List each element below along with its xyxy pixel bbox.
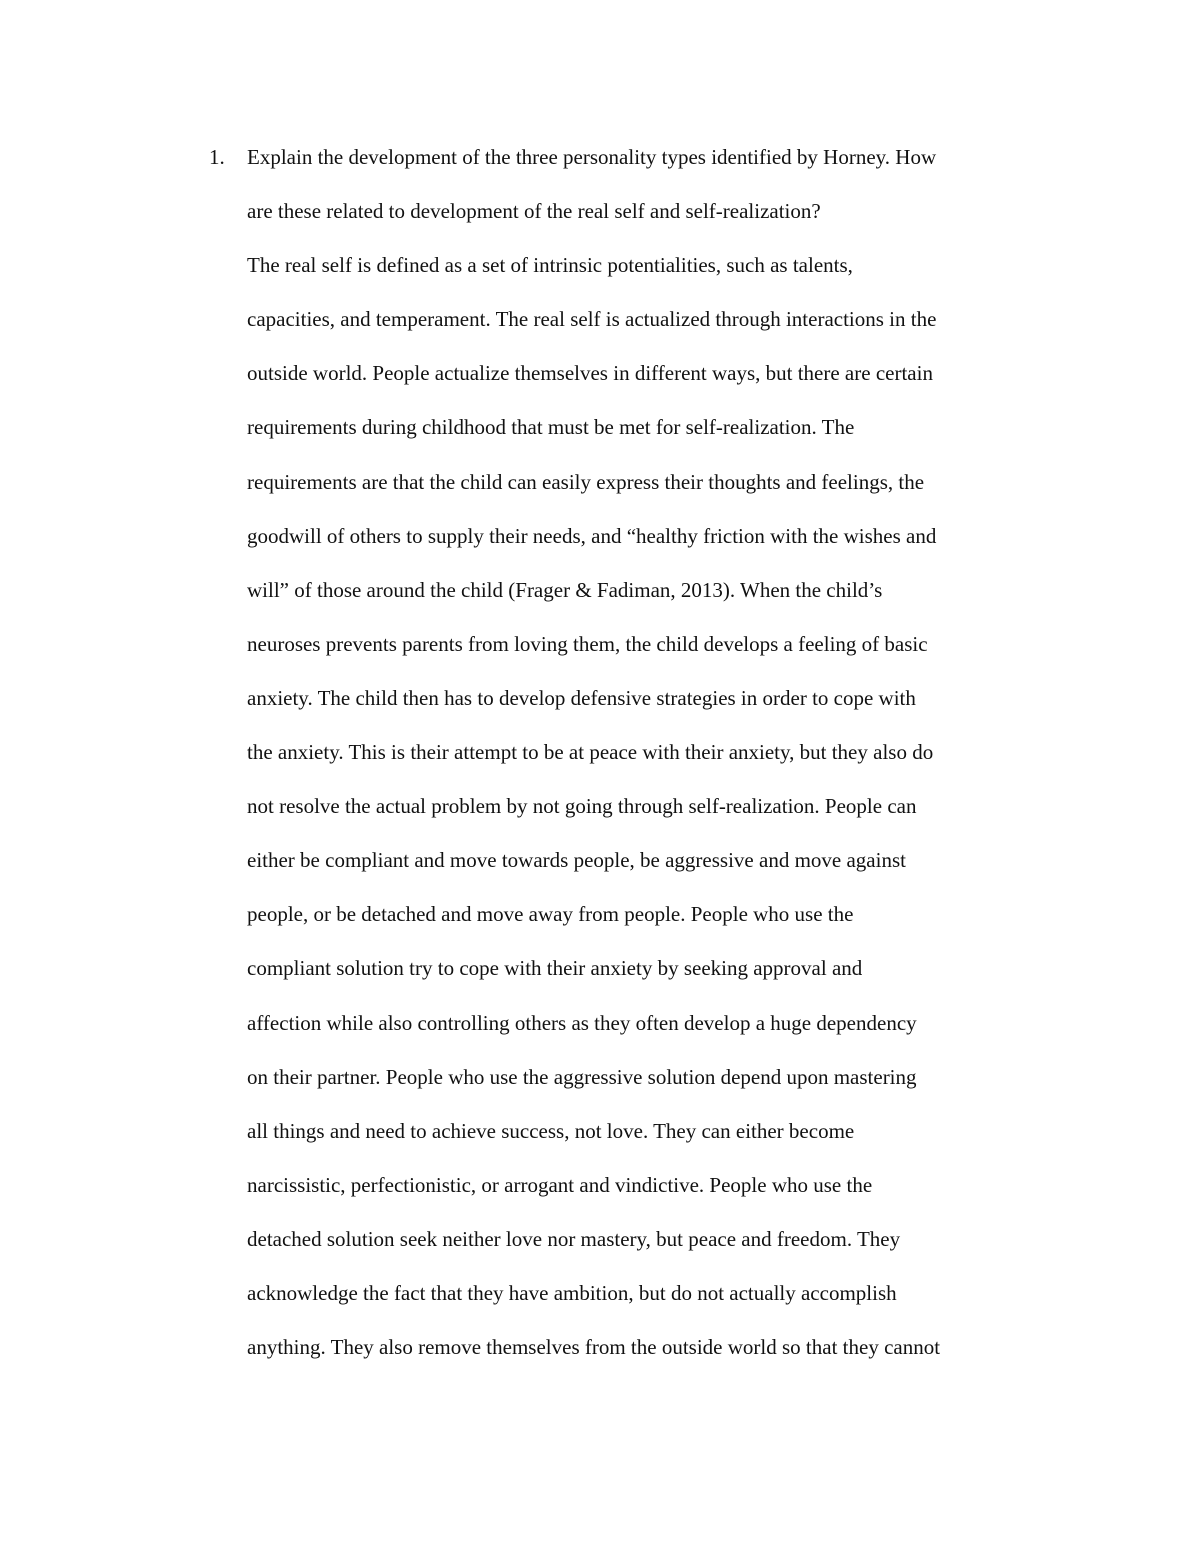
answer-line: affection while also controlling others as they often develop a huge dependency — [247, 1010, 917, 1035]
list-item-number: 1. — [209, 145, 225, 169]
answer-line: capacities, and temperament. The real self is actualized through interactions in the — [247, 307, 937, 332]
answer-line: neuroses prevents parents from loving them, the child develops a feeling of basic — [247, 631, 928, 656]
answer-line: anxiety. The child then has to develop defensive strategies in order to cope with — [247, 685, 916, 710]
answer-line: The real self is defined as a set of intrinsic potentialities, such as talents, — [247, 253, 853, 278]
answer-line: compliant solution try to cope with their anxiety by seeking approval and — [247, 956, 863, 981]
answer-line: requirements are that the child can easily express their thoughts and feelings, the — [247, 469, 925, 494]
answer-line: outside world. People actualize themselves in different ways, but there are certain — [247, 361, 933, 386]
answer-line: anything. They also remove themselves from the outside world so that they cannot — [247, 1335, 941, 1360]
answer-line: all things and need to achieve success, not love. They can either become — [247, 1118, 855, 1143]
question-line: Explain the development of the three personality types identified by Horney. How — [247, 145, 937, 169]
answer-line: on their partner. People who use the aggressive solution depend upon mastering — [247, 1064, 917, 1089]
answer-line: goodwill of others to supply their needs, and “healthy friction with the wishes and — [247, 523, 937, 548]
document-body — [247, 143, 1027, 1387]
answer-line: acknowledge the fact that they have ambition, but do not actually accomplish — [247, 1280, 897, 1305]
answer-line: will” of those around the child (Frager & Fadiman, 2013). When the child’s — [247, 577, 883, 602]
answer-line: detached solution seek neither love nor mastery, but peace and freedom. They — [247, 1226, 901, 1251]
answer-line: people, or be detached and move away from people. People who use the — [247, 902, 854, 927]
answer-line: not resolve the actual problem by not going through self-realization. People can — [247, 794, 917, 819]
answer-line: the anxiety. This is their attempt to be at peace with their anxiety, but they also do — [247, 740, 934, 765]
answer-line: requirements during childhood that must be met for self-realization. The — [247, 415, 855, 440]
answer-line: narcissistic, perfectionistic, or arrogant and vindictive. People who use the — [247, 1172, 873, 1197]
answer-line: either be compliant and move towards people, be aggressive and move against — [247, 848, 906, 873]
question-line: are these related to development of the real self and self-realization? — [247, 199, 821, 224]
